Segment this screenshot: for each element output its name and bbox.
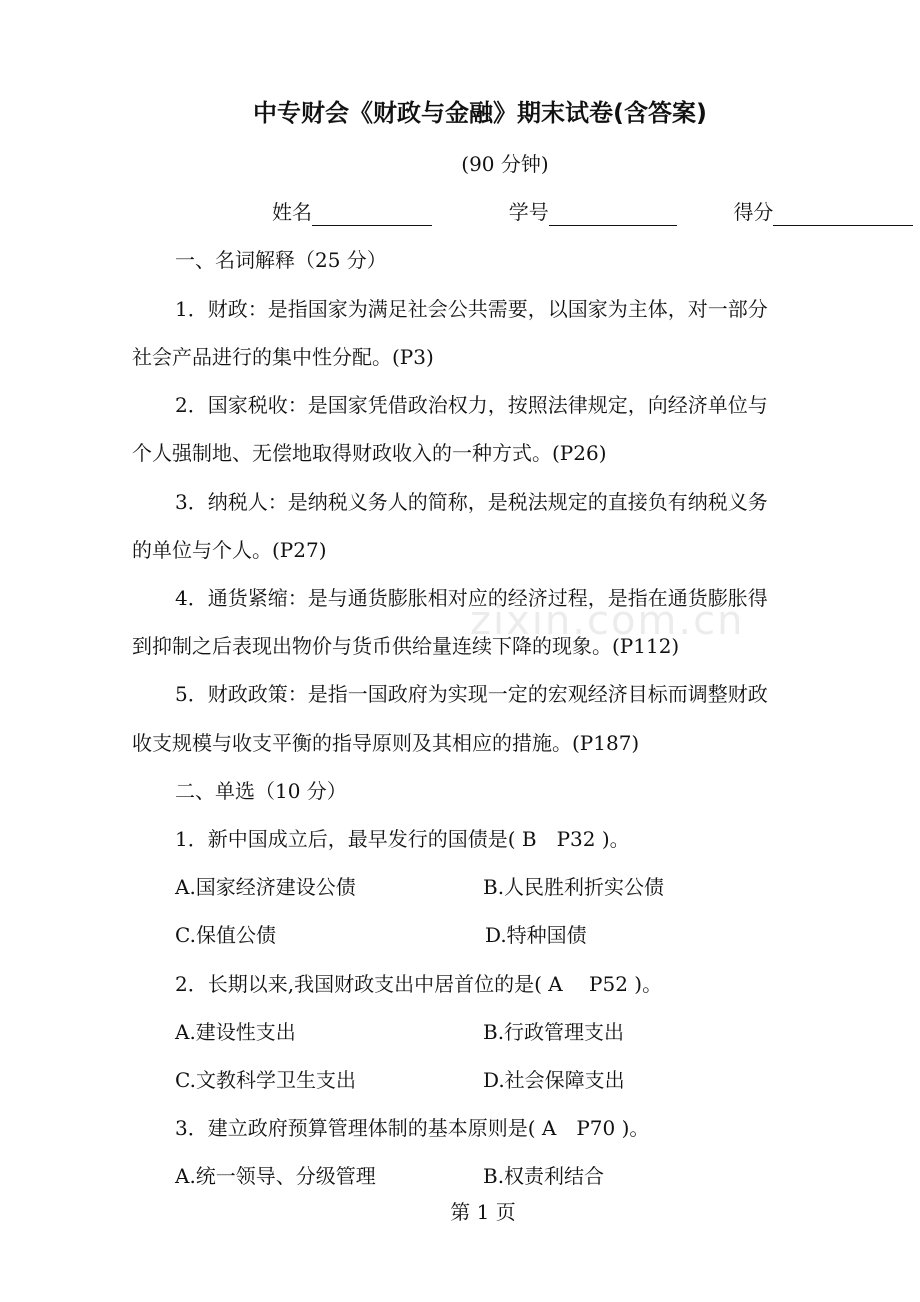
option-b: B.人民胜利折实公债 [483,875,665,899]
watermark: zixin.com.cn [470,598,745,644]
section-heading: 一、名词解释（25 分） [175,248,387,272]
score-blank [773,203,913,226]
option-c: C.保值公债 [175,923,276,947]
question-stem: 3．建立政府预算管理体制的基本原则是( A P70 )。 [175,1116,650,1140]
definition-line: 1．财政：是指国家为满足社会公共需要，以国家为主体，对一部分 [175,297,768,321]
id-blank [549,203,677,226]
page-number: 第 1 页 [450,1200,516,1224]
option-a: A.建设性支出 [175,1020,296,1044]
name-label: 姓名 [272,200,312,224]
question-stem: 2．长期以来,我国财政支出中居首位的是( A P52 )。 [175,972,663,996]
option-a: A.国家经济建设公债 [175,875,356,899]
definition-line: 3．纳税人：是纳税义务人的简称，是税法规定的直接负有纳税义务 [175,490,768,514]
definition-line: 的单位与个人。(P27) [132,538,327,562]
id-label: 学号 [508,200,549,224]
option-d: D.特种国债 [485,923,587,947]
section-heading: 二、单选（10 分） [175,779,347,803]
definition-line: 5．财政政策：是指一国政府为实现一定的宏观经济目标而调整财政 [175,682,768,706]
document-title: 中专财会《财政与金融》期末试卷(含答案) [253,99,707,127]
option-c: C.文教科学卫生支出 [175,1068,356,1092]
definition-line: 社会产品进行的集中性分配。(P3) [132,345,434,369]
option-b: B.行政管理支出 [483,1020,625,1044]
definition-line: 到抑制之后表现出物价与货币供给量连续下降的现象。(P112) [132,634,680,658]
definition-line: 2．国家税收：是国家凭借政治权力，按照法律规定，向经济单位与 [175,393,768,417]
definition-line: 4．通货紧缩：是与通货膨胀相对应的经济过程，是指在通货膨胀得 [175,586,768,610]
document-subtitle: (90 分钟) [461,152,549,176]
option-d: D.社会保障支出 [483,1068,625,1092]
question-stem: 1．新中国成立后，最早发行的国债是( B P32 )。 [175,827,630,851]
name-blank [312,203,432,226]
definition-line: 个人强制地、无偿地取得财政收入的一种方式。(P26) [132,441,607,465]
option-a: A.统一领导、分级管理 [175,1164,376,1188]
student-info-row [272,198,913,226]
option-b: B.权责利结合 [483,1164,605,1188]
score-label: 得分 [733,200,774,224]
definition-line: 收支规模与收支平衡的指导原则及其相应的措施。(P187) [132,731,640,755]
